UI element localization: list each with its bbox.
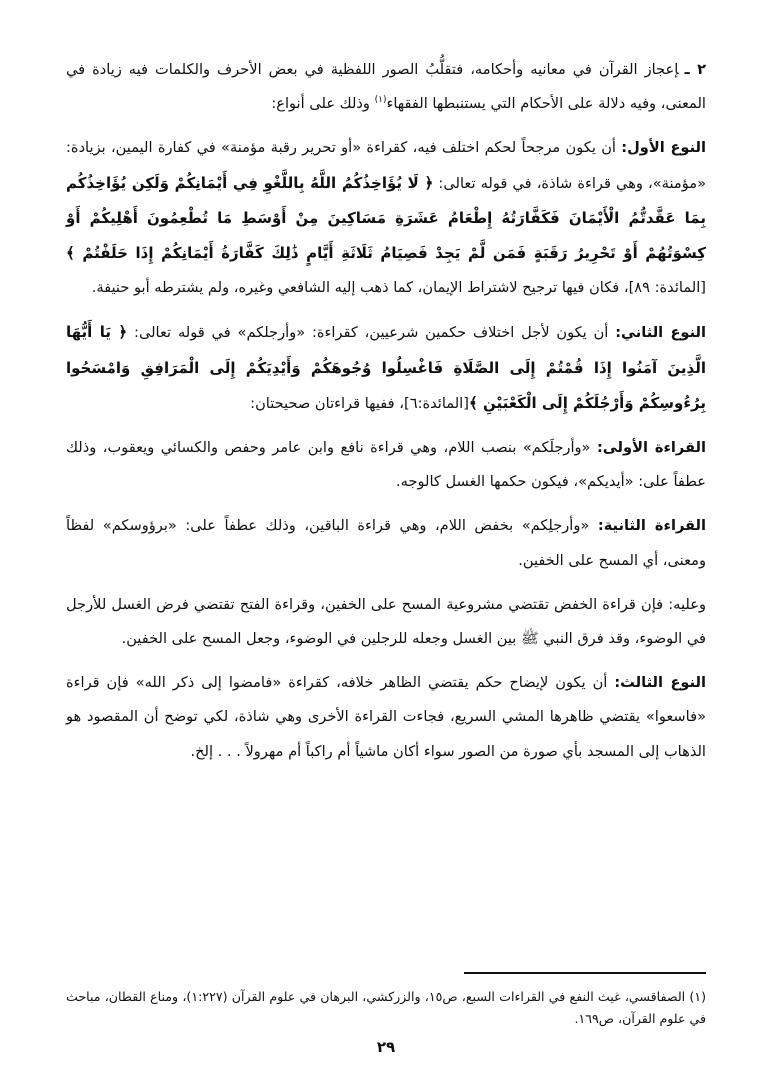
item-number: ٢ ـ (684, 61, 706, 78)
paragraph-text: «وأرجلِكم» بخفض اللام، وهي قراءة الباقين، وذلك عطفاً على: «برؤوسكم» لفظاً ومعنى، أي المسح على الخفين. (66, 517, 706, 569)
section-heading: النوع الثالث: (614, 674, 706, 692)
section-heading: النوع الثاني: (615, 324, 707, 342)
paragraph-text: «وأرجلَكم» بنصب اللام، وهي قراءة نافع وابن عامر وحفص والكسائي ويعقوب، وذلك عطفاً على: «أيديكم»، فيكون حكمها الغسل كالوجه. (66, 439, 706, 491)
section-heading: القراءة الثانية: (597, 517, 707, 535)
footnote-text: الصفاقسي، غيث النفع في القراءات السبع، ص١٥، والزركشي، البرهان في علوم القرآن (١:٢٢٧)، ومناع القطان، مباحث في علوم القرآن، ص١٦٩. (66, 989, 706, 1026)
paragraph-intro (66, 53, 706, 121)
paragraph-second-type (66, 315, 706, 421)
paragraph-text: أن يكون مرجحاً لحكم اختلف فيه، كقراءة «أو تحرير رقبة مؤمنة» في كفارة اليمين، بزيادة: «مؤمنة»، وهي قراءة شاذة، في قوله تعالى: (66, 139, 707, 192)
section-heading: النوع الأول: (621, 139, 707, 157)
paragraph-text: إعجاز القرآن في معانيه وأحكامه، فتقلُّبُ الصور اللفظية في بعض الأحرف والكلمات فيه زيادة في المعنى، وفيه دلالة على الأحكام التي يستنبطها الفقهاء (66, 61, 706, 113)
paragraph-text: أن يكون لأجل اختلاف حكمين شرعيين، كقراءة: «وأرجلكم» في قوله تعالى: (127, 324, 616, 342)
paragraph-third-type (66, 666, 706, 769)
paragraph-first-type (66, 131, 706, 305)
paragraph-text-after: وذلك على أنواع: (271, 95, 375, 113)
quran-verse: ﴿ لَا يُؤَاخِذُكُمُ اللَّهُ بِاللَّغْوِ فِي أَيْمَانِكُمْ وَلَكِن يُؤَاخِذُكُم بِمَا عَقَّدتُّمُ الْأَيْمَانَ فَكَفَّارَتُهُ إِطْعَامُ عَشَرَةِ مَسَاكِينَ مِنْ أَوْسَطِ مَا تُطْعِمُونَ أَهْلِيكُمْ أَوْ كِسْوَتُهُمْ أَوْ تَحْرِيرُ رَقَبَةٍ فَمَن لَّمْ يَجِدْ فَصِيَامُ ثَلَاثَةِ أَيَّامٍ ذَٰلِكَ كَفَّارَةُ أَيْمَانِكُمْ إِذَا حَلَفْتُمْ ﴾ (66, 173, 706, 263)
page-number: ٢٩ (376, 1038, 396, 1056)
footnote-number: (١) (689, 989, 706, 1004)
footnote-reference[interactable]: (١) (374, 95, 387, 106)
paragraph-text: أن يكون لإيضاح حكم يقتضي الظاهر خلافه، كقراءة «فامضوا إلى ذكر الله» فإن قراءة «فاسعوا» يقتضي ظاهرها المشي السريع، فجاءت القراءة الأخرى وهي شاذة، لكي توضح أن المقصود هو الذهاب إلى المسجد بأي صورة من الصور سواء أكان ماشياً أم راكباً أم مهرولاً . . . إلخ. (66, 674, 706, 760)
paragraph-text-after: [المائدة:٦]، ففيها قراءتان صحيحتان: (250, 394, 469, 412)
section-heading: القراءة الأولى: (596, 439, 706, 457)
footnote-divider (464, 972, 706, 974)
paragraph-text: وعليه: فإن قراءة الخفض تقتضي مشروعية المسح على الخفين، وقراءة الفتح تقتضي فرض الغسل للأرجل في الوضوء، وقد فرق النبي ﷺ بين الغسل وجعله للرجلين في الوضوء، وجعل المسح على الخفين. (66, 595, 706, 648)
paragraph-second-reading (66, 509, 706, 577)
footnote (66, 986, 706, 1030)
paragraph-conclusion (66, 588, 706, 656)
paragraph-text-after: [المائدة: ٨٩]، فكان فيها ترجيح لاشتراط الإيمان، كما ذهب إليه الشافعي وغيره، ولم يشترطه أبو حنيفة. (91, 279, 706, 297)
document-page (66, 48, 706, 1058)
paragraph-first-reading (66, 431, 706, 499)
quran-verse: ﴿ يَا أَيُّهَا الَّذِينَ آمَنُوا إِذَا قُمْتُمْ إِلَى الصَّلَاةِ فَاغْسِلُوا وُجُوهَكُمْ وَأَيْدِيَكُمْ إِلَى الْمَرَافِقِ وَامْسَحُوا بِرُءُوسِكُمْ وَأَرْجُلَكُمْ إِلَى الْكَعْبَيْنِ ﴾ (66, 323, 706, 412)
